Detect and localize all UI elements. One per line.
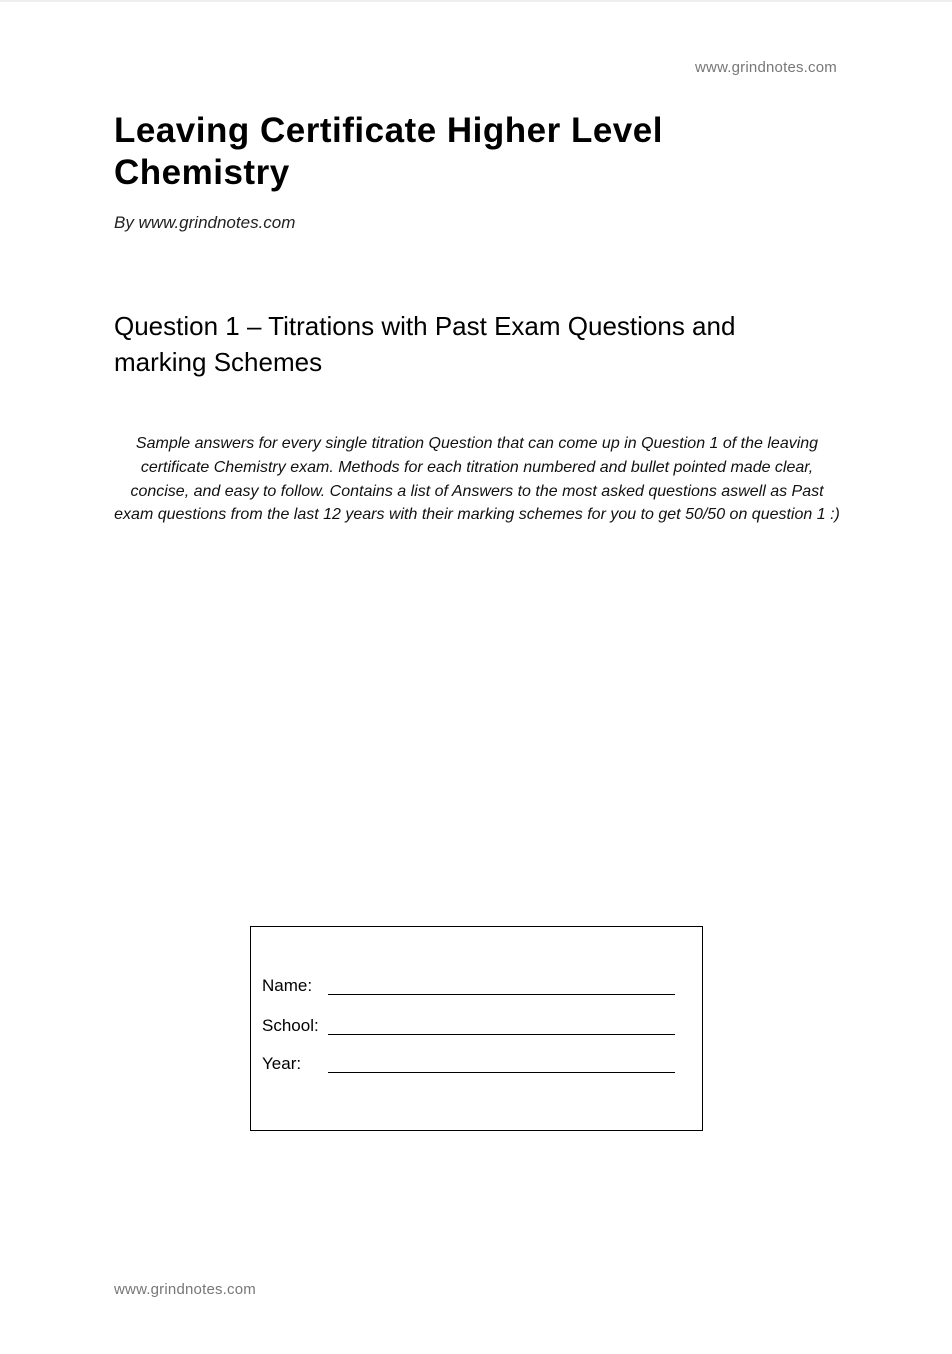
name-line[interactable] — [328, 994, 675, 995]
year-label: Year: — [262, 1054, 302, 1073]
footer-url[interactable]: www.grindnotes.com — [114, 1281, 256, 1298]
name-label: Name: — [262, 976, 313, 995]
section-heading: Question 1 – Titrations with Past Exam Questions and marking Schemes — [114, 311, 736, 377]
header-url[interactable]: www.grindnotes.com — [695, 59, 837, 76]
name-field-row — [262, 976, 682, 1000]
student-info-box — [250, 926, 703, 1131]
document-title: Leaving Certificate Higher Level Chemistry — [114, 111, 663, 192]
school-field-row — [262, 1016, 682, 1040]
page-top-edge — [0, 0, 952, 2]
year-field-row — [262, 1054, 682, 1078]
intro-paragraph: Sample answers for every single titration Question that can come up in Question 1 of the leaving certificate Chemistry exam. Methods for each titration numbered and bullet pointed made clear, concise, and easy to follow. Contains a list of Answers to the most asked questions aswell as Past exam questions from the last 12 years with their marking schemes for you to get 50/50 on question 1 :) — [114, 435, 840, 524]
school-label: School: — [262, 1016, 319, 1035]
document-byline: By www.grindnotes.com — [114, 213, 296, 232]
year-line[interactable] — [328, 1072, 675, 1073]
school-line[interactable] — [328, 1034, 675, 1035]
